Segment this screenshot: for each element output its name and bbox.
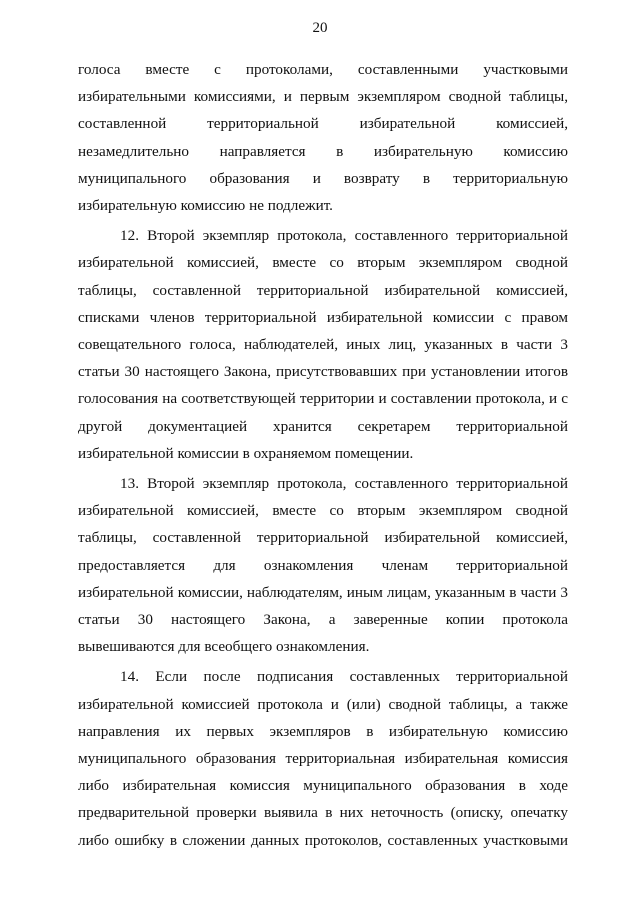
text-line: статьи 30 настоящего Закона, присутствовавших при установлении итогов [78, 363, 568, 381]
text-line: муниципального образования и возврату в территориальную [78, 169, 568, 187]
text-line: другой документацией хранится секретарем территориальной [78, 417, 568, 435]
document-body [78, 56, 568, 857]
text-line: списками членов территориальной избирательной комиссии с правом [78, 308, 568, 326]
page-number: 20 [312, 20, 328, 36]
text-line: совещательного голоса, наблюдателей, иных лиц, указанных в части 3 [78, 336, 568, 354]
paragraph-continuation [78, 56, 568, 219]
text-line: статьи 30 настоящего Закона, а заверенные копии протокола [78, 611, 568, 629]
text-line: избирательной комиссией, вместе со вторым экземпляром сводной [78, 502, 568, 520]
text-line: избирательную комиссию не подлежит. [78, 197, 333, 215]
text-line: 12. Второй экземпляр протокола, составленного территориальной [120, 227, 568, 245]
text-line: избирательной комиссией, вместе со вторым экземпляром сводной [78, 254, 568, 272]
text-line: направления их первых экземпляров в избирательную комиссию [78, 722, 568, 740]
text-line: голосования на соответствующей территории и составлении протокола, и с [78, 390, 568, 408]
text-line: избирательной комиссии в охраняемом помещении. [78, 444, 414, 462]
text-line: составленной территориальной избирательной комиссией, [78, 115, 568, 133]
paragraph-13 [78, 470, 568, 660]
paragraph-14 [78, 663, 568, 853]
text-line: либо ошибку в сложении данных протоколов, составленных участковыми [78, 831, 568, 849]
text-line: избирательными комиссиями, и первым экземпляром сводной таблицы, [78, 88, 568, 106]
text-line: предварительной проверки выявила в них неточность (описку, опечатку [78, 804, 568, 822]
text-line: голоса вместе с протоколами, составленными участковыми [78, 61, 568, 78]
text-line: 14. Если после подписания составленных территориальной [120, 668, 568, 686]
text-line: избирательной комиссии, наблюдателям, иным лицам, указанным в части 3 [78, 583, 568, 601]
paragraph-12 [78, 222, 568, 467]
text-line: таблицы, составленной территориальной избирательной комиссией, [78, 281, 568, 299]
text-line: избирательной комиссией протокола и (или) сводной таблицы, а также [78, 695, 568, 713]
text-line: либо избирательная комиссия муниципального образования в ходе [78, 777, 568, 795]
text-line: предоставляется для ознакомления членам территориальной [78, 556, 568, 574]
text-line: муниципального образования территориальная избирательная комиссия [78, 750, 568, 768]
text-line: 13. Второй экземпляр протокола, составленного территориальной [120, 475, 568, 493]
text-line: вывешиваются для всеобщего ознакомления. [78, 638, 370, 656]
text-line: таблицы, составленной территориальной избирательной комиссией, [78, 529, 568, 547]
text-line: незамедлительно направляется в избирательную комиссию [78, 142, 568, 160]
